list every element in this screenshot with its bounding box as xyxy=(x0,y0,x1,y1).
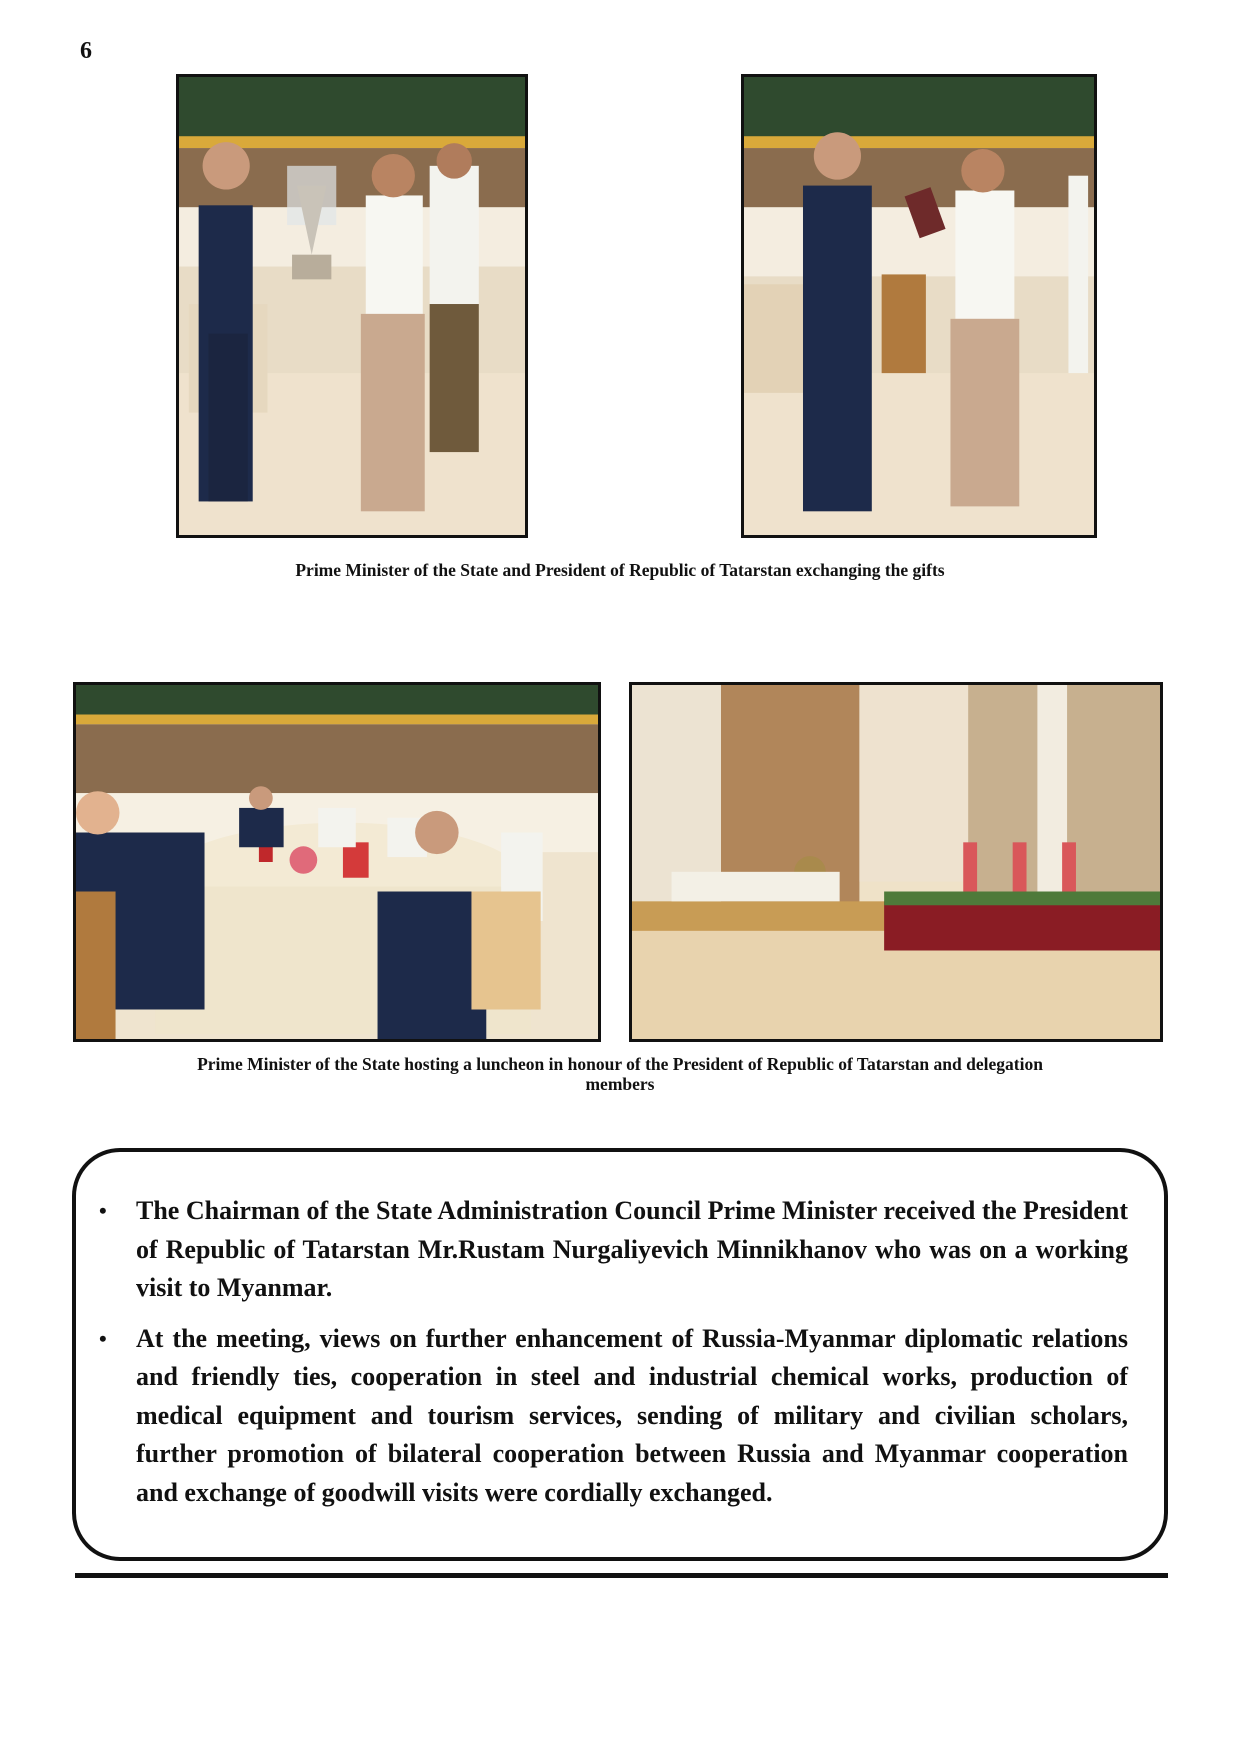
summary-bullet-item xyxy=(99,1320,1128,1513)
summary-bullet-text: The Chairman of the State Administration Council Prime Minister received the President of Republic of Tatarstan Mr.Rustam Nurgaliyevich Minnikhanov who was on a working visit to Myanmar. xyxy=(136,1196,1128,1302)
bullet-icon: • xyxy=(99,1325,107,1351)
photo-gift-exchange-1 xyxy=(176,74,528,538)
caption-gift-exchange: Prime Minister of the State and President of Republic of Tatarstan exchanging the gifts xyxy=(295,560,945,580)
photo-performance xyxy=(629,682,1163,1042)
footer-divider xyxy=(75,1573,1168,1578)
bullet-icon: • xyxy=(99,1198,107,1223)
gift-exchange-photo xyxy=(744,77,1094,535)
luncheon-photo xyxy=(76,685,598,1039)
summary-box xyxy=(72,1148,1168,1561)
page-number: 6 xyxy=(80,38,92,64)
summary-bullet-list xyxy=(99,1192,1128,1512)
caption-luncheon-line-2: members xyxy=(585,1074,655,1094)
caption-luncheon-line-1: Prime Minister of the State hosting a luncheon in honour of the President of Republic of Tatarstan and delegation xyxy=(197,1054,1043,1074)
summary-bullet-item xyxy=(99,1192,1128,1308)
caption-luncheon xyxy=(100,1054,1140,1094)
gift-exchange-photo xyxy=(179,77,525,535)
photo-luncheon xyxy=(73,682,601,1042)
photo-gift-exchange-2 xyxy=(741,74,1097,538)
dance-performance-photo xyxy=(632,685,1160,1039)
summary-bullet-text: At the meeting, views on further enhancement of Russia-Myanmar diplomatic relations and friendly ties, cooperation in steel and industrial chemical works, production of medical equipment and tourism services, sending of military and civilian scholars, further promotion of bilateral cooperation between Russia and Myanmar cooperation and exchange of goodwill visits were cordially exchanged. xyxy=(136,1323,1128,1507)
